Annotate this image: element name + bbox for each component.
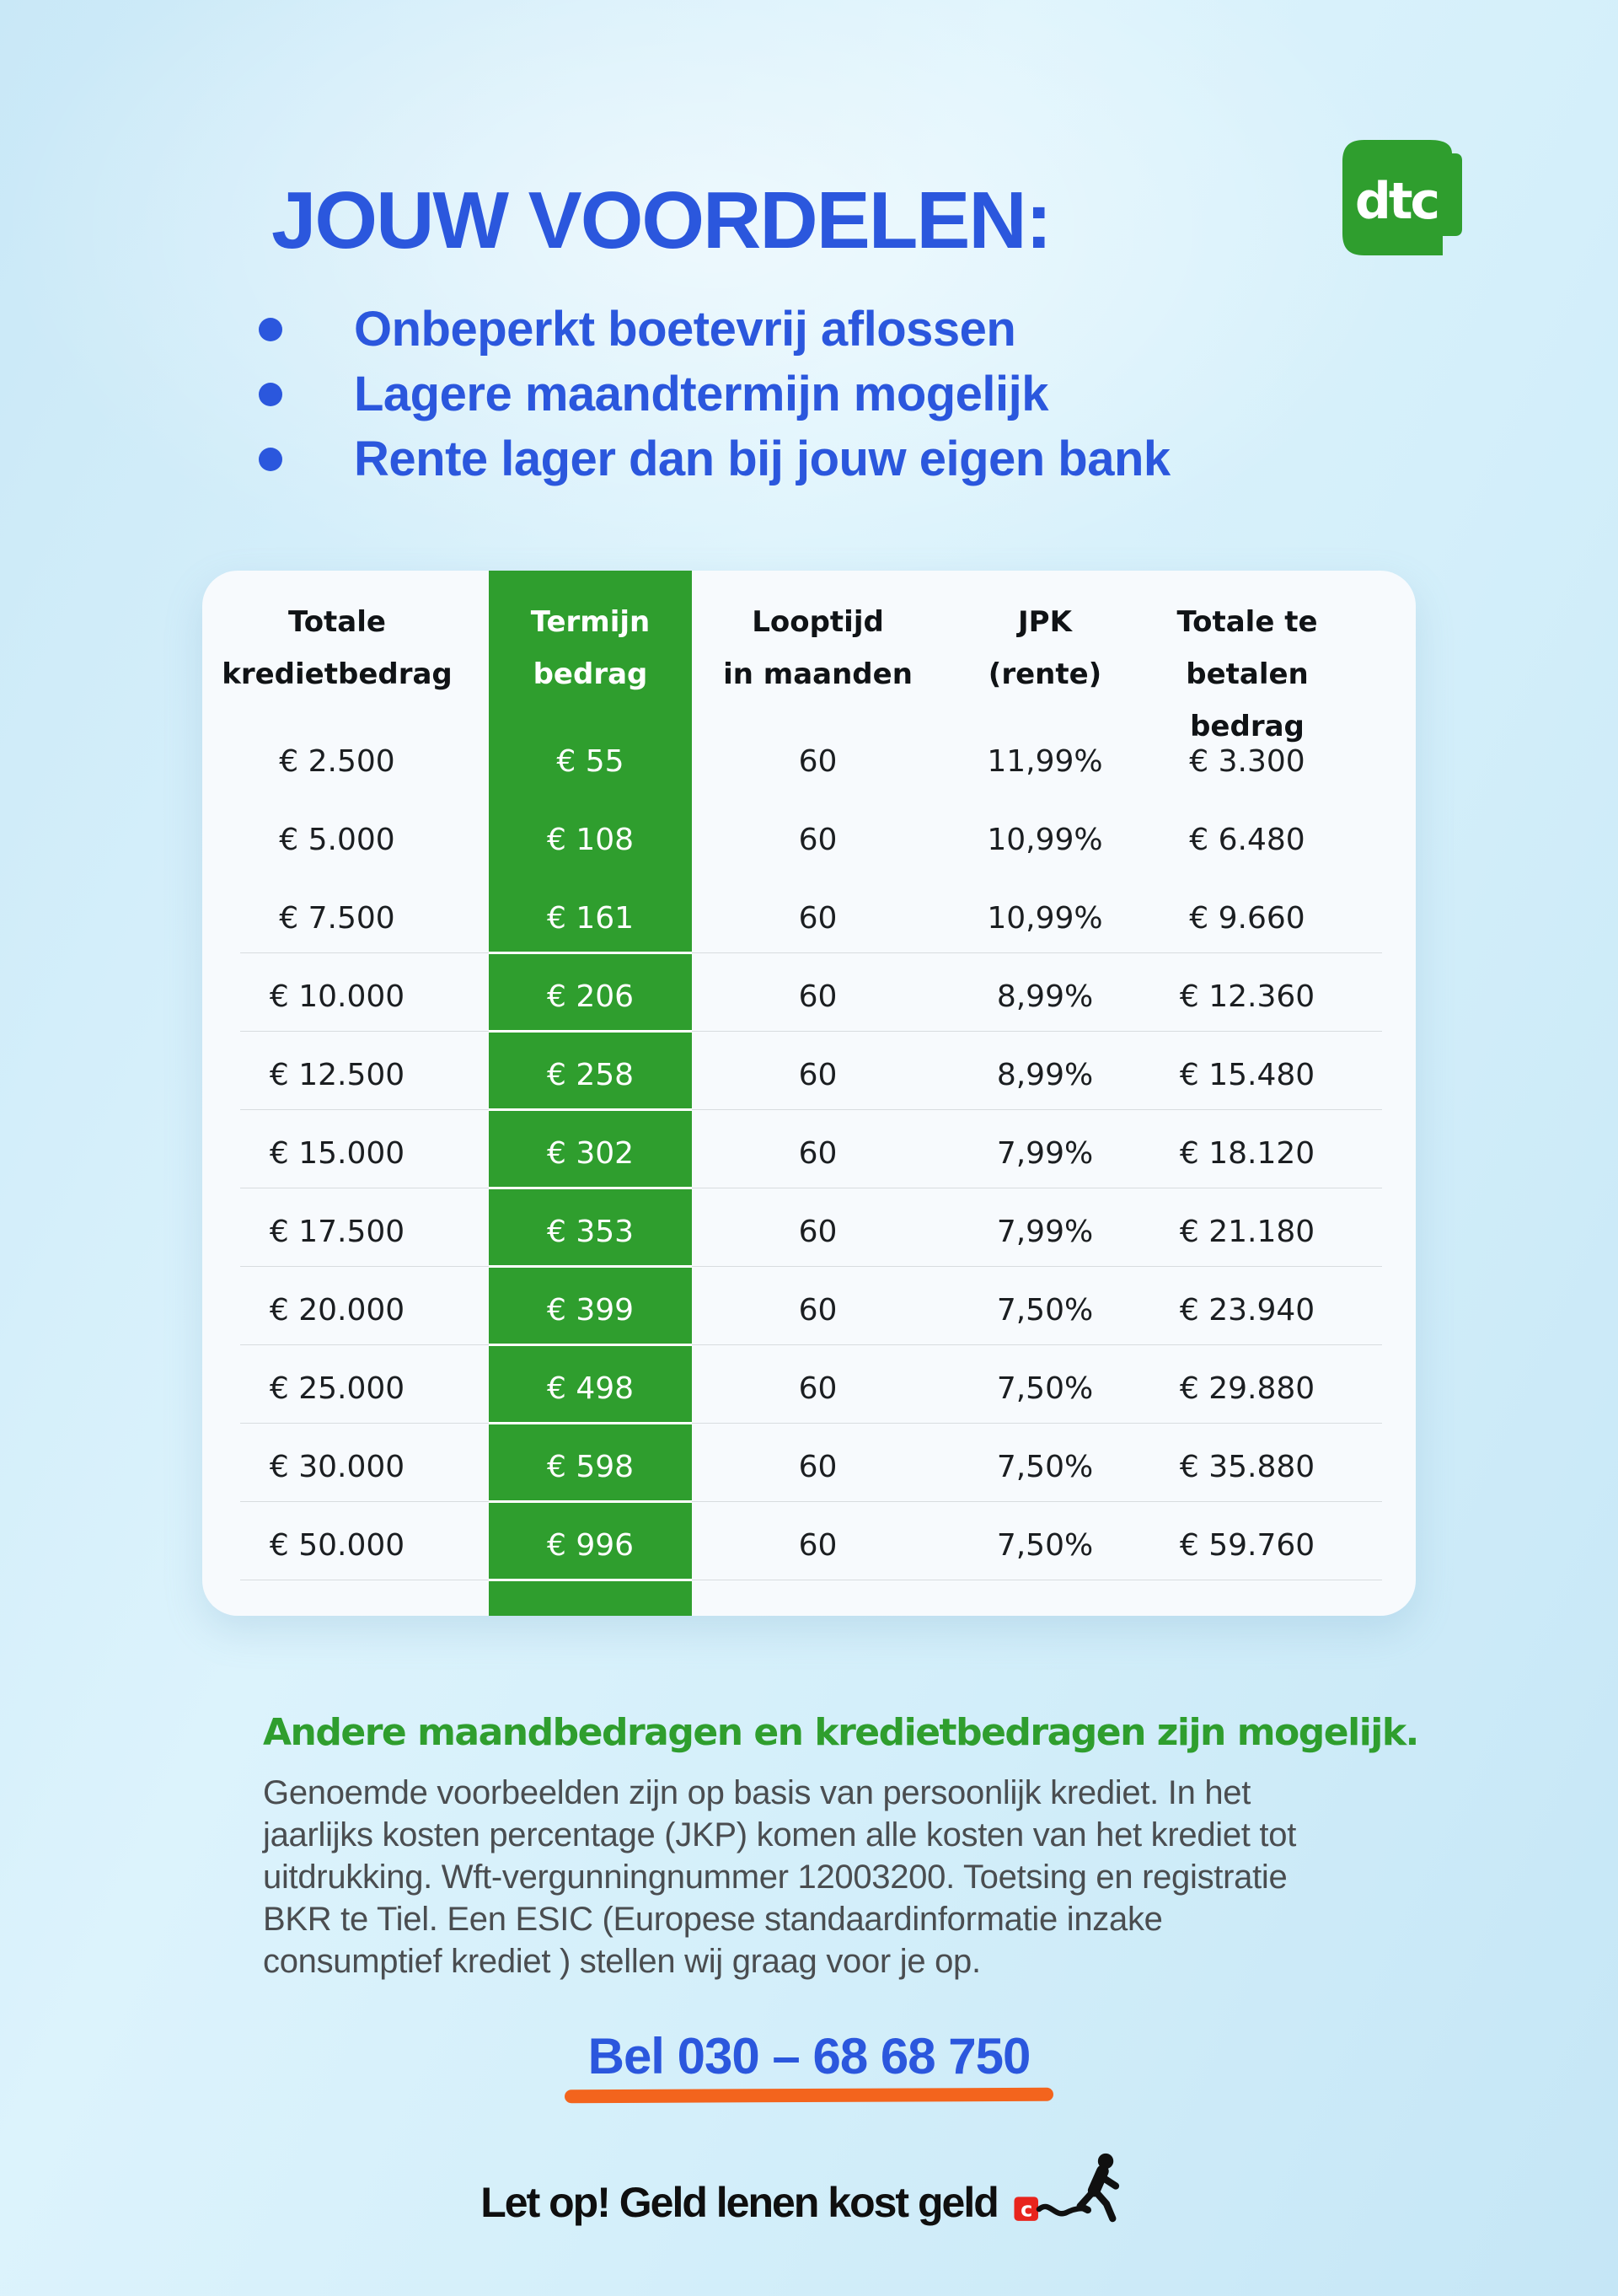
warning-text: Let op! Geld lenen kost geld: [480, 2178, 998, 2226]
header-line: kredietbedrag: [222, 657, 453, 691]
table-cell: 60: [798, 1136, 838, 1171]
disclaimer-line: jaarlijks kosten percentage (JKP) komen alle kosten van het krediet tot: [263, 1816, 1297, 1853]
table-cell: € 35.880: [1179, 1450, 1315, 1484]
table-cell: 60: [798, 744, 838, 779]
table-cell: € 29.880: [1179, 1371, 1315, 1406]
svg-text:c: c: [1020, 2197, 1032, 2222]
table-cell: 8,99%: [996, 979, 1094, 1014]
table-cell: 60: [798, 1215, 838, 1249]
table-cell: € 6.480: [1189, 823, 1305, 857]
header-line: Totale te: [1176, 605, 1318, 639]
table-cell: 10,99%: [987, 823, 1103, 857]
table-header-cell: [944, 571, 1146, 722]
table-cell: € 161: [546, 901, 635, 936]
table-cell: € 30.000: [269, 1450, 405, 1484]
header-line: Termijn: [530, 605, 651, 639]
benefits-list: [253, 297, 1171, 491]
table-header-cell: [692, 571, 944, 722]
credit-warning: [480, 2152, 1138, 2229]
table-cell: 60: [798, 1528, 838, 1563]
table-cell: € 15.000: [269, 1136, 405, 1171]
benefit-label: Rente lager dan bij jouw eigen bank: [354, 432, 1171, 486]
table-row: [202, 1271, 1416, 1349]
table-cell: 7,50%: [996, 1528, 1094, 1563]
table-cell: € 7.500: [279, 901, 395, 936]
table-cell: € 2.500: [279, 744, 395, 779]
table-cell: € 3.300: [1189, 744, 1305, 779]
benefit-label: Onbeperkt boetevrij aflossen: [354, 302, 1016, 357]
table-cell: 60: [798, 823, 838, 857]
table-row: [202, 801, 1416, 879]
table-header-row: [202, 571, 1416, 743]
table-row: [202, 1349, 1416, 1428]
table-cell: 10,99%: [987, 901, 1103, 936]
table-row: [202, 1036, 1416, 1114]
table-cell: € 302: [546, 1136, 635, 1171]
table-cell: € 399: [546, 1293, 635, 1328]
other-amounts-heading: Andere maandbedragen en kredietbedragen zijn mogelijk.: [263, 1711, 1418, 1754]
phone-underline: [565, 2088, 1053, 2104]
header-line: Totale: [288, 605, 386, 639]
table-cell: 7,99%: [996, 1136, 1094, 1171]
table-row: [202, 1428, 1416, 1506]
disclaimer-line: uitdrukking. Wft-vergunningnummer 12003200. Toetsing en registratie: [263, 1859, 1288, 1896]
table-cell: 7,50%: [996, 1371, 1094, 1406]
header-line: betalen bedrag: [1186, 657, 1309, 743]
disclaimer-line: Genoemde voorbeelden zijn op basis van persoonlijk krediet. In het: [263, 1774, 1251, 1811]
benefit-item: [253, 362, 1171, 426]
table-header-cell: [1146, 571, 1416, 743]
disclaimer-line: consumptief krediet ) stellen wij graag voor je op.: [263, 1943, 981, 1980]
table-cell: € 206: [546, 979, 635, 1014]
table-cell: € 353: [546, 1215, 635, 1249]
table-row: [202, 958, 1416, 1036]
dtc-logo-icon: [1342, 140, 1462, 255]
dtc-logo: [1342, 140, 1462, 255]
table-cell: € 10.000: [269, 979, 405, 1014]
table-cell: 7,50%: [996, 1450, 1094, 1484]
page-title: JOUW VOORDELEN:: [271, 175, 1051, 266]
table-cell: € 59.760: [1179, 1528, 1315, 1563]
table-cell: € 9.660: [1189, 901, 1305, 936]
phone-number[interactable]: Bel 030 – 68 68 750: [587, 2028, 1031, 2084]
header-line: Looptijd: [752, 605, 884, 639]
table-row: [202, 722, 1416, 801]
table-row: [202, 879, 1416, 958]
benefit-item: [253, 426, 1171, 491]
disclaimer-text: [263, 1772, 1296, 1982]
table-cell: 60: [798, 1293, 838, 1328]
table-cell: 8,99%: [996, 1058, 1094, 1092]
table-cell: € 23.940: [1179, 1293, 1315, 1328]
bullet-dot-icon: [259, 318, 282, 341]
table-cell: € 12.360: [1179, 979, 1315, 1014]
table-cell: 7,50%: [996, 1293, 1094, 1328]
table-cell: € 15.480: [1179, 1058, 1315, 1092]
table-cell: € 17.500: [269, 1215, 405, 1249]
table-cell: € 55: [556, 744, 624, 779]
rates-table-card: [202, 571, 1416, 1616]
table-cell: € 5.000: [279, 823, 395, 857]
dtc-logo-text: dtc: [1354, 172, 1439, 231]
table-cell: 7,99%: [996, 1215, 1094, 1249]
table-cell: € 498: [546, 1371, 635, 1406]
table-cell: 60: [798, 1450, 838, 1484]
table-cell: € 258: [546, 1058, 635, 1092]
benefit-label: Lagere maandtermijn mogelijk: [354, 367, 1049, 421]
money-burden-icon: [1011, 2152, 1138, 2229]
header-line: in maanden: [723, 657, 913, 691]
table-row: [202, 1114, 1416, 1193]
header-line: (rente): [988, 657, 1102, 691]
benefit-item: [253, 297, 1171, 362]
table-cell: € 18.120: [1179, 1136, 1315, 1171]
table-row: [202, 1506, 1416, 1585]
header-line: JPK: [1018, 605, 1072, 639]
table-header-cell: [202, 571, 489, 722]
table-cell: 60: [798, 979, 838, 1014]
table-body: [202, 722, 1416, 1616]
table-cell: € 50.000: [269, 1528, 405, 1563]
table-cell: 60: [798, 901, 838, 936]
table-cell: 11,99%: [987, 744, 1103, 779]
table-row: [202, 1193, 1416, 1271]
table-cell: € 108: [546, 823, 635, 857]
bullet-dot-icon: [259, 448, 282, 471]
table-cell: 60: [798, 1371, 838, 1406]
bullet-dot-icon: [259, 383, 282, 406]
table-cell: € 996: [546, 1528, 635, 1563]
header-line: bedrag: [533, 657, 648, 691]
table-cell: € 21.180: [1179, 1215, 1315, 1249]
table-cell: 60: [798, 1058, 838, 1092]
table-cell: € 598: [546, 1450, 635, 1484]
table-cell: € 25.000: [269, 1371, 405, 1406]
table-header-cell: [489, 571, 692, 722]
disclaimer-line: BKR te Tiel. Een ESIC (Europese standaardinformatie inzake: [263, 1901, 1163, 1938]
table-cell: € 12.500: [269, 1058, 405, 1092]
table-cell: € 20.000: [269, 1293, 405, 1328]
